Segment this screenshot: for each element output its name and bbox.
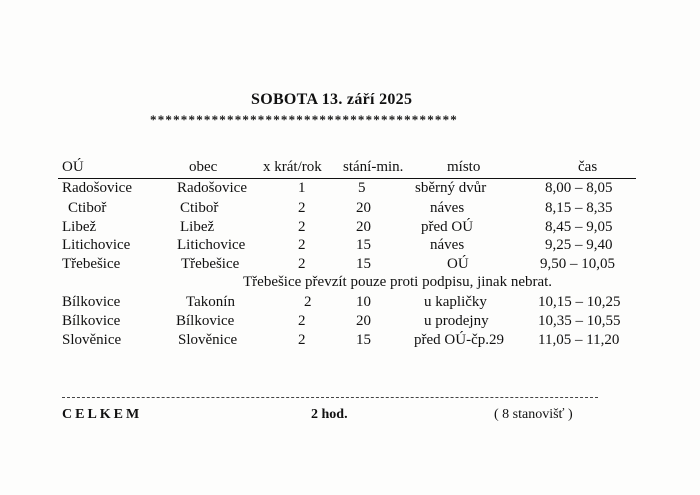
cell-stani: 15 xyxy=(356,237,371,253)
total-time: 2 hod. xyxy=(311,407,348,422)
header-rule xyxy=(58,178,636,179)
cell-stani: 15 xyxy=(356,256,371,272)
cell-stani: 20 xyxy=(356,200,371,216)
cell-obec: Slověnice xyxy=(178,332,238,348)
header-obec: obec xyxy=(189,159,218,175)
note-trebesice: Třebešice převzít pouze proti podpisu, jinak nebrat. xyxy=(243,274,553,290)
cell-ou: Třebešice xyxy=(62,256,121,272)
header-krat: x krát/rok xyxy=(263,159,322,175)
cell-krat: 2 xyxy=(298,256,306,272)
cell-ou: Ctiboř xyxy=(68,200,107,216)
cell-misto: před OÚ-čp.29 xyxy=(414,332,504,348)
cell-ou: Slověnice xyxy=(62,332,122,348)
header-ou: OÚ xyxy=(62,159,84,175)
cell-obec: Radošovice xyxy=(177,180,247,196)
cell-cas: 9,50 – 10,05 xyxy=(540,256,615,272)
header-cas: čas xyxy=(578,159,598,175)
cell-cas: 8,00 – 8,05 xyxy=(545,180,613,196)
total-stops: ( 8 stanovišť ) xyxy=(494,407,573,422)
cell-obec: Libež xyxy=(180,219,215,235)
header-stani: stání-min. xyxy=(343,159,404,175)
cell-stani: 5 xyxy=(358,180,366,196)
dashed-divider xyxy=(62,397,598,398)
cell-krat: 2 xyxy=(304,294,312,310)
cell-cas: 11,05 – 11,20 xyxy=(538,332,620,348)
cell-misto: u prodejny xyxy=(424,313,489,329)
cell-krat: 1 xyxy=(298,180,306,196)
cell-obec: Litichovice xyxy=(177,237,246,253)
total-label: CELKEM xyxy=(62,407,143,422)
cell-misto: před OÚ xyxy=(421,219,474,235)
cell-stani: 20 xyxy=(356,313,371,329)
cell-cas: 8,15 – 8,35 xyxy=(545,200,613,216)
cell-misto: u kapličky xyxy=(424,294,487,310)
cell-cas: 10,35 – 10,55 xyxy=(538,313,621,329)
cell-obec: Takonín xyxy=(186,294,235,310)
cell-obec: Třebešice xyxy=(181,256,240,272)
cell-ou: Radošovice xyxy=(62,180,132,196)
cell-cas: 9,25 – 9,40 xyxy=(545,237,613,253)
cell-krat: 2 xyxy=(298,313,306,329)
cell-ou: Bílkovice xyxy=(62,294,121,310)
cell-stani: 15 xyxy=(356,332,371,348)
cell-misto: sběrný dvůr xyxy=(415,180,487,196)
cell-misto: náves xyxy=(430,237,465,253)
cell-stani: 10 xyxy=(356,294,371,310)
cell-cas: 10,15 – 10,25 xyxy=(538,294,621,310)
page-title: SOBOTA 13. září 2025 xyxy=(251,91,413,108)
asterisk-divider: **************************************** xyxy=(150,112,458,127)
cell-obec: Ctiboř xyxy=(180,200,219,216)
cell-stani: 20 xyxy=(356,219,371,235)
cell-krat: 2 xyxy=(298,200,306,216)
cell-obec: Bílkovice xyxy=(176,313,235,329)
cell-misto: OÚ xyxy=(447,256,469,272)
cell-misto: náves xyxy=(430,200,465,216)
cell-krat: 2 xyxy=(298,219,306,235)
header-misto: místo xyxy=(447,159,481,175)
cell-ou: Libež xyxy=(62,219,97,235)
cell-krat: 2 xyxy=(298,237,306,253)
cell-ou: Litichovice xyxy=(62,237,131,253)
cell-krat: 2 xyxy=(298,332,306,348)
cell-cas: 8,45 – 9,05 xyxy=(545,219,613,235)
cell-ou: Bílkovice xyxy=(62,313,121,329)
